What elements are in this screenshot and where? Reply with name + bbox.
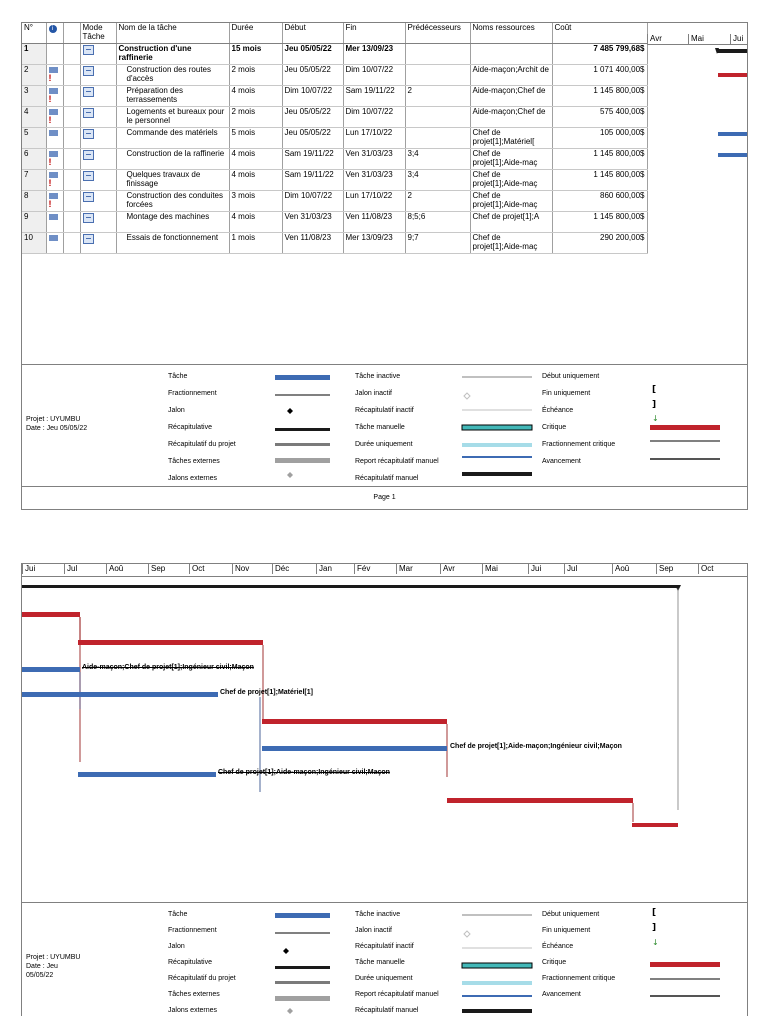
svg-text:]: ] [652,400,657,410]
row-predecessors[interactable]: 3;4 [405,149,470,170]
timescale-month: Avr [440,564,455,574]
row-id: 7 [22,170,46,191]
row-name[interactable]: Construction des routes d'accès [116,65,229,86]
row-id: 6 [22,149,46,170]
table-row[interactable] [22,107,647,128]
row-mode [80,107,116,128]
calendar-icon [49,130,58,136]
legend-date: Date : Jeu [26,963,58,970]
row-mode [80,149,116,170]
row-mode [80,191,116,212]
row-start[interactable]: Jeu 05/05/22 [282,44,343,65]
legend-item: Avancement [542,991,581,998]
task-bar-5 [718,153,747,157]
print-page-1 [21,22,748,510]
row-end[interactable]: Mer 13/09/23 [343,233,405,254]
calendar-icon [49,193,58,199]
table-row[interactable] [22,212,647,233]
bar-label-6: Chef de projet[1];Aide-maçon;Ingénieur civil;Maçon [450,743,622,750]
task-bar-7 [262,746,447,751]
row-end[interactable]: Sam 19/11/22 [343,86,405,107]
legend-item: Avancement [542,458,581,465]
timescale-month: Oct [698,564,713,574]
table-row[interactable] [22,65,647,86]
auto-schedule-icon [83,129,94,139]
task-bar-8 [78,772,216,777]
col-duration[interactable]: Durée [229,23,282,44]
col-name[interactable]: Nom de la tâche [116,23,229,44]
row-resources[interactable]: Aide-maçon;Archit de [470,65,552,86]
timescale-month: Jul [64,564,77,574]
legend-item: Jalon [168,943,185,950]
legend-item: Critique [542,959,567,966]
svg-text:[: [ [652,385,657,395]
legend-item: Tâche [168,373,188,380]
critical-bar-6 [262,719,447,724]
legend-item: Récapitulatif manuel [355,475,419,482]
row-cost[interactable]: 1 145 800,00$ [552,170,647,191]
table-row[interactable] [22,86,647,107]
row-id: 2 [22,65,46,86]
row-id: 3 [22,86,46,107]
row-indicators [46,170,63,191]
warning-icon: ! [48,199,52,209]
row-cost[interactable]: 1 145 800,00$ [552,149,647,170]
timescale-month: Aoû [612,564,629,574]
info-icon: i [49,25,57,33]
row-id: 1 [22,44,46,65]
row-end[interactable]: Dim 10/07/22 [343,107,405,128]
timescale-p1 [647,23,747,45]
critical-bar-2 [718,73,747,77]
row-end[interactable]: Lun 17/10/22 [343,191,405,212]
critical-bar-9 [447,798,633,803]
row-resources[interactable]: Chef de projet[1];Aide-maç [470,233,552,254]
task-table [22,23,648,254]
row-id: 4 [22,107,46,128]
timescale-month: Mai [482,564,498,574]
auto-schedule-icon [83,66,94,76]
row-indicators [46,191,63,212]
col-start[interactable]: Début [282,23,343,44]
print-page-2 [21,563,748,1016]
col-predecessors[interactable]: Prédécesseurs [405,23,470,44]
row-end[interactable]: Ven 31/03/23 [343,149,405,170]
legend-item: Tâche manuelle [355,424,405,431]
timescale-month: Jui [528,564,541,574]
row-name[interactable]: Logements et bureaux pour le personnel [116,107,229,128]
timescale-month: Avr [647,34,691,44]
row-duration[interactable]: 4 mois [229,86,282,107]
row-indicators [46,65,63,86]
auto-schedule-icon [83,234,94,244]
critical-bar-2 [22,612,80,617]
calendar-icon [49,88,58,94]
critical-bar-10 [632,823,678,827]
bar-label-8: Chef de projet[1];Aide-maçon;Ingénieur civil;Maçon [218,769,390,776]
legend-item: Tâche inactive [355,373,401,380]
calendar-icon [49,214,58,220]
col-cost[interactable]: Coût [552,23,647,44]
row-name[interactable]: Commande des matériels [116,128,229,149]
legend-item: Échéance [542,943,574,950]
row-duration[interactable]: 1 mois [229,233,282,254]
auto-schedule-icon [83,150,94,160]
summary-bar-1 [717,49,747,53]
row-start[interactable]: Dim 10/07/22 [282,191,343,212]
gantt-chart-p1 [647,45,747,285]
row-duration[interactable]: 3 mois [229,191,282,212]
legend-item: Fractionnement [168,927,217,934]
critical-bar-3 [78,640,263,645]
row-start[interactable]: Sam 19/11/22 [282,149,343,170]
row-duration[interactable]: 4 mois [229,212,282,233]
row-name[interactable]: Montage des machines [116,212,229,233]
legend-date: Date : Jeu 05/05/22 [26,425,88,432]
timescale-month: Mar [396,564,413,574]
row-cost[interactable]: 290 200,00$ [552,233,647,254]
timescale-month: Nov [232,564,249,574]
col-mode[interactable]: Mode Tâche [80,23,116,44]
row-resources[interactable]: Aide-maçon;Chef de [470,86,552,107]
legend-item: Récapitulatif du projet [168,975,236,982]
legend-item: Jalons externes [168,475,218,482]
bar-label-4: Aide-maçon;Chef de projet[1];Ingénieur civil;Maçon [82,664,254,671]
page-footer [22,486,747,509]
task-bar-4 [718,132,747,136]
table-row[interactable] [22,149,647,170]
legend-item: Tâche manuelle [355,959,405,966]
col-id[interactable]: N° [22,23,46,44]
row-name[interactable]: Préparation des terrassements [116,86,229,107]
row-start[interactable]: Ven 31/03/23 [282,212,343,233]
auto-schedule-icon [83,171,94,181]
page-number: Page 1 [373,494,396,501]
timescale-month: Aoû [106,564,123,574]
legend-item: Jalon inactif [355,927,392,934]
row-start[interactable]: Sam 19/11/22 [282,170,343,191]
table-row[interactable] [22,44,647,65]
legend-item: Récapitulative [168,424,212,431]
row-mode [80,212,116,233]
row-resources[interactable]: Chef de projet[1];Aide-maç [470,170,552,191]
row-mode [80,44,116,65]
svg-text:↓: ↓ [652,414,659,423]
row-name[interactable]: Construction de la raffinerie [116,149,229,170]
row-resources[interactable] [470,44,552,65]
table-row[interactable] [22,128,647,149]
row-end[interactable]: Dim 10/07/22 [343,65,405,86]
row-id: 9 [22,212,46,233]
row-cost[interactable]: 1 145 800,00$ [552,86,647,107]
timescale-month: Oct [189,564,204,574]
row-start[interactable]: Jeu 05/05/22 [282,65,343,86]
row-duration[interactable]: 2 mois [229,65,282,86]
row-end[interactable]: Lun 17/10/22 [343,128,405,149]
col-end[interactable]: Fin [343,23,405,44]
legend-item: Critique [542,424,567,431]
legend-date-value: 05/05/22 [26,972,54,979]
summary-bar-1 [22,585,678,588]
timescale-p2 [22,564,747,577]
legend-item: Récapitulative [168,959,212,966]
row-name[interactable]: Quelques travaux de finissage [116,170,229,191]
row-id: 5 [22,128,46,149]
row-predecessors[interactable] [405,44,470,65]
timescale-month: Sep [656,564,673,574]
svg-text:[: [ [652,908,657,918]
auto-schedule-icon [83,45,94,55]
row-start[interactable]: Ven 11/08/23 [282,233,343,254]
task-bar-4 [22,667,80,672]
timescale-month: Fév [354,564,370,574]
warning-icon: ! [48,178,52,188]
timescale-month: Jan [316,564,332,574]
row-predecessors[interactable] [405,107,470,128]
legend-item: Durée uniquement [355,441,413,448]
row-id: 10 [22,233,46,254]
row-resources[interactable]: Chef de projet[1];Aide-maç [470,191,552,212]
legend-item: Récapitulatif du projet [168,441,236,448]
legend-item: Jalon [168,407,185,414]
legend-item: Durée uniquement [355,975,413,982]
row-indicators [46,212,63,233]
calendar-icon [49,235,58,241]
bar-label-5: Chef de projet[1];Matériel[1] [220,689,313,696]
row-cost[interactable]: 1 071 400,00$ [552,65,647,86]
row-predecessors[interactable]: 8;5;6 [405,212,470,233]
legend-item: Tâches externes [168,991,220,998]
legend-item: Report récapitulatif manuel [355,458,439,465]
auto-schedule-icon [83,213,94,223]
row-resources[interactable]: Chef de projet[1];Aide-maç [470,149,552,170]
legend-item: Fractionnement critique [542,975,616,982]
auto-schedule-icon [83,87,94,97]
row-resources[interactable]: Chef de projet[1];Matériel[ [470,128,552,149]
legend-item: Début uniquement [542,911,600,918]
timescale-month: Mai [688,34,733,44]
col-info[interactable] [46,23,63,44]
row-duration[interactable]: 4 mois [229,170,282,191]
timescale-month: Sep [148,564,165,574]
svg-text:]: ] [652,923,657,933]
row-indicators [46,149,63,170]
timescale-month: Jul [564,564,577,574]
task-bar-5 [22,692,218,697]
legend-item: Récapitulatif inactif [355,943,414,950]
row-predecessors[interactable]: 2 [405,191,470,212]
warning-icon: ! [48,115,52,125]
warning-icon: ! [48,157,52,167]
row-start[interactable]: Jeu 05/05/22 [282,107,343,128]
warning-icon: ! [48,94,52,104]
warning-icon: ! [48,73,52,83]
row-end[interactable]: Mer 13/09/23 [343,44,405,65]
table-row[interactable] [22,233,647,254]
legend-item: Fin uniquement [542,390,591,397]
table-row[interactable] [22,170,647,191]
row-indicators [46,107,63,128]
row-predecessors[interactable]: 9;7 [405,233,470,254]
legend-item: Tâche inactive [355,911,401,918]
auto-schedule-icon [83,108,94,118]
row-duration[interactable]: 5 mois [229,128,282,149]
gantt-chart-p2 [22,577,747,827]
row-cost[interactable]: 1 145 800,00$ [552,212,647,233]
row-name[interactable]: Construction d'une raffinerie [116,44,229,65]
legend-item: Récapitulatif manuel [355,1007,419,1014]
legend-item: Tâches externes [168,458,220,465]
timescale-month: Jui [730,34,750,44]
legend-item: Jalon inactif [355,390,392,397]
calendar-icon [49,67,58,73]
row-mode [80,128,116,149]
timescale-month: Jui [22,564,35,574]
calendar-icon [49,109,58,115]
row-end[interactable]: Ven 31/03/23 [343,170,405,191]
row-predecessors[interactable]: 2 [405,86,470,107]
row-predecessors[interactable] [405,128,470,149]
row-start[interactable]: Dim 10/07/22 [282,86,343,107]
svg-text:↓: ↓ [652,938,659,947]
legend-item: Jalons externes [168,1007,218,1014]
row-predecessors[interactable]: 3;4 [405,170,470,191]
legend-p1 [22,364,747,485]
row-duration[interactable]: 2 mois [229,107,282,128]
row-indicators [46,233,63,254]
row-mode [80,170,116,191]
calendar-icon [49,172,58,178]
legend-item: Report récapitulatif manuel [355,991,439,998]
row-mode [80,86,116,107]
row-duration[interactable]: 4 mois [229,149,282,170]
legend-item: Échéance [542,407,574,414]
row-cost[interactable]: 860 600,00$ [552,191,647,212]
row-indicators [46,128,63,149]
row-cost[interactable]: 575 400,00$ [552,107,647,128]
legend-project: Projet : UYUMBU [26,954,81,961]
row-start[interactable]: Jeu 05/05/22 [282,128,343,149]
row-name[interactable]: Essais de fonctionnement [116,233,229,254]
legend-item: Récapitulatif inactif [355,407,414,414]
legend-project: Projet : UYUMBU [26,416,81,423]
legend-p2 [22,902,747,1017]
row-resources[interactable]: Chef de projet[1];A [470,212,552,233]
row-indicators [46,44,63,65]
table-header [22,23,647,44]
row-cost[interactable]: 105 000,00$ [552,128,647,149]
calendar-icon [49,151,58,157]
row-end[interactable]: Ven 11/08/23 [343,212,405,233]
row-name[interactable]: Construction des conduites forcées [116,191,229,212]
row-indicators [46,86,63,107]
row-resources[interactable]: Aide-maçon;Chef de [470,107,552,128]
timescale-month: Déc [272,564,289,574]
legend-item: Tâche [168,911,188,918]
legend-item: Fractionnement critique [542,441,616,448]
row-predecessors[interactable] [405,65,470,86]
auto-schedule-icon [83,192,94,202]
row-id: 8 [22,191,46,212]
row-duration[interactable]: 15 mois [229,44,282,65]
col-resources[interactable]: Noms ressources [470,23,552,44]
legend-item: Début uniquement [542,373,600,380]
row-mode [80,233,116,254]
row-cost[interactable]: 7 485 799,68$ [552,44,647,65]
legend-item: Fractionnement [168,390,217,397]
row-mode [80,65,116,86]
table-row[interactable] [22,191,647,212]
legend-item: Fin uniquement [542,927,591,934]
